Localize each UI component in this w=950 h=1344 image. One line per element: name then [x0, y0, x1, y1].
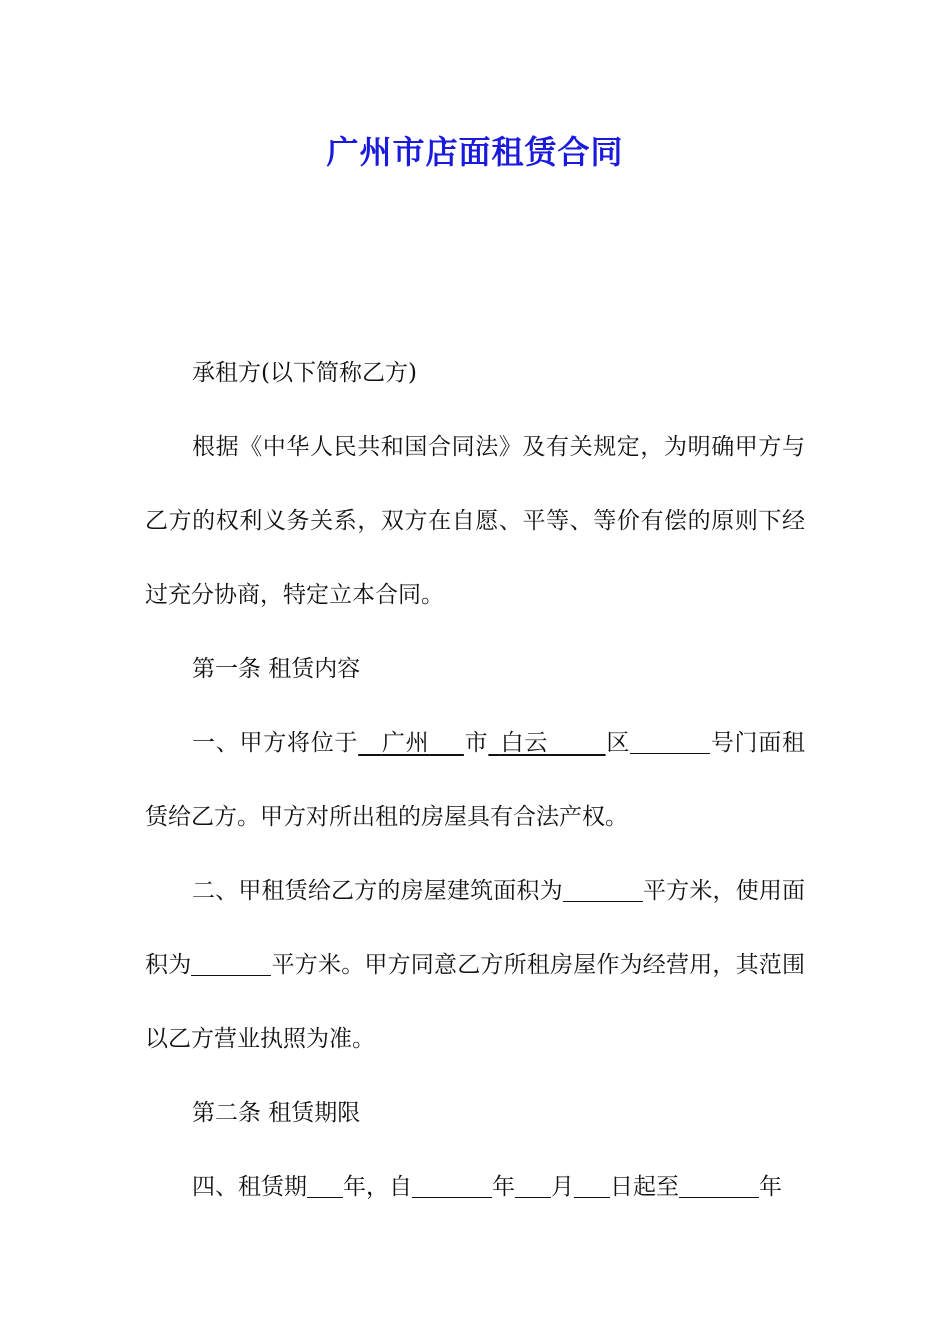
blank-start-day	[574, 1171, 610, 1198]
article-two-heading: 第二条 租赁期限	[192, 1100, 361, 1126]
paragraph-lessee: 承租方(以下简称乙方)	[192, 360, 417, 386]
clause-location	[145, 706, 805, 854]
blank-term-years	[307, 1171, 343, 1198]
clause-text: 年，自	[343, 1174, 412, 1200]
clause-text: 年	[492, 1174, 515, 1200]
clause-text: 市	[463, 730, 489, 756]
clause-text: 平方米。甲方同意乙方所租房屋作为经营用，其范围以乙方营业执照为准。	[145, 952, 806, 1052]
clause-term	[145, 1150, 805, 1224]
document-body	[145, 336, 805, 1224]
clause-text: 四、租赁期	[192, 1174, 307, 1200]
blank-start-year	[412, 1171, 492, 1198]
paragraph-preamble: 根据《中华人民共和国合同法》及有关规定，为明确甲方与乙方的权利义务关系，双方在自愿、平等、等价有偿的原则下经过充分协商，特定立本合同。	[145, 434, 805, 608]
blank-building-area	[563, 875, 643, 902]
clause-text: 号门面租赁给乙方。甲方对所出租的房屋具有合法产权。	[145, 730, 806, 830]
blank-start-month	[515, 1171, 551, 1198]
clause-text: 区	[605, 730, 631, 756]
clause-text: 平方米，使用面积为	[145, 878, 806, 978]
clause-text: 年	[759, 1174, 782, 1200]
clause-text: 日起至	[610, 1174, 679, 1200]
clause-text: 二、甲租赁给乙方的房屋建筑面积为	[192, 878, 563, 904]
fill-district: 白云	[499, 730, 549, 756]
blank-end-year	[679, 1171, 759, 1198]
blank-usable-area	[191, 949, 271, 976]
clause-text: 一、甲方将位于	[192, 730, 359, 756]
blank-house-number	[630, 727, 710, 754]
clause-text: 月	[551, 1174, 574, 1200]
clause-area	[145, 854, 805, 1076]
document-title: 广州市店面租赁合同	[326, 133, 624, 171]
article-one-heading: 第一条 租赁内容	[192, 656, 361, 682]
fill-city: 广州	[381, 730, 430, 756]
